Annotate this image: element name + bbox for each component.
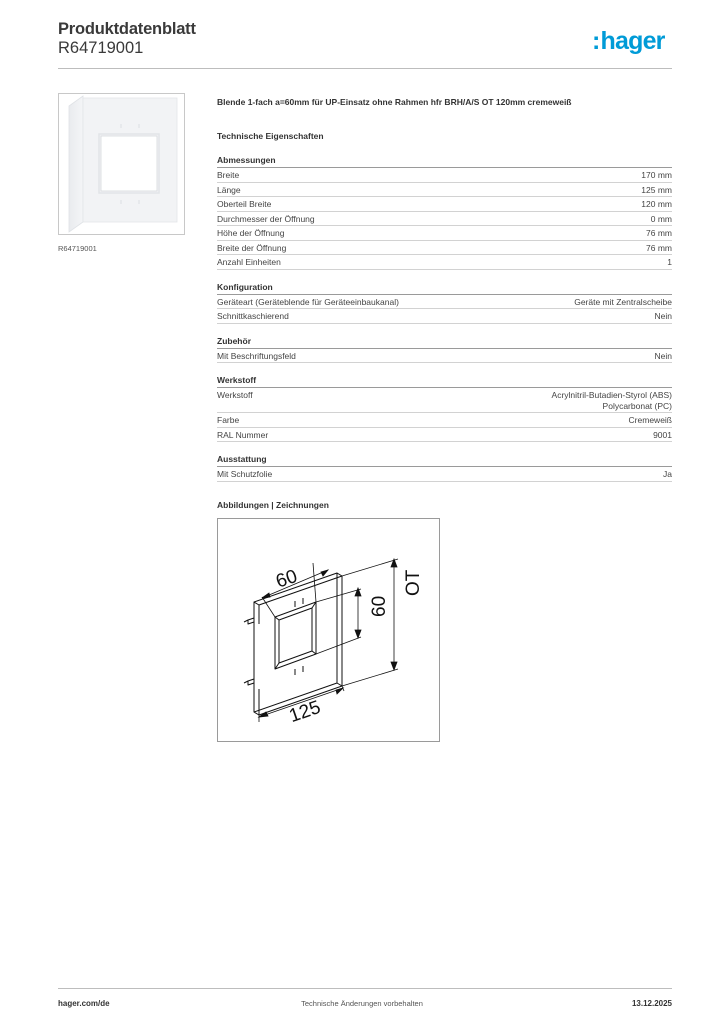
header-divider	[58, 68, 672, 69]
spec-row	[217, 241, 672, 256]
section-heading: Abmessungen	[217, 155, 672, 168]
spec-label: Länge	[217, 184, 241, 195]
spec-row	[217, 168, 672, 183]
thumbnail-caption: R64719001	[58, 244, 97, 253]
section-heading: Ausstattung	[217, 454, 672, 467]
dim-width-label: 60	[273, 565, 301, 593]
product-photo	[59, 94, 184, 234]
spec-row	[217, 226, 672, 241]
logo-dots: :	[592, 27, 600, 55]
product-code: R64719001	[58, 39, 144, 57]
spec-row	[217, 349, 672, 364]
drawing-clip-bottom	[248, 679, 254, 685]
footer-disclaimer: Technische Änderungen vorbehalten	[301, 999, 423, 1008]
spec-value: Nein	[654, 350, 672, 361]
spec-label: Höhe der Öffnung	[217, 228, 285, 238]
spec-label: Breite der Öffnung	[217, 242, 287, 253]
footer-divider	[58, 988, 672, 989]
spec-section	[217, 155, 672, 270]
spec-row	[217, 428, 672, 443]
spec-section	[217, 336, 672, 364]
figures-heading: Abbildungen | Zeichnungen	[217, 499, 329, 510]
spec-label: RAL Nummer	[217, 429, 269, 440]
drawing-top-edge	[254, 573, 342, 605]
spec-value: Acrylnitril-Butadien-Styrol (ABS) Polycarbonat (PC)	[551, 390, 672, 411]
spec-label: Geräteart (Geräteblende für Geräteeinbaukanal)	[217, 296, 399, 307]
spec-row	[217, 212, 672, 227]
spec-label: Anzahl Einheiten	[217, 257, 281, 267]
spec-value: 9001	[653, 429, 672, 440]
spec-row	[217, 255, 672, 270]
spec-row	[217, 197, 672, 212]
spec-value: Cremeweiß	[628, 415, 672, 425]
spec-value: 125 mm	[641, 184, 672, 195]
spec-value: 120 mm	[641, 199, 672, 209]
spec-row	[217, 295, 672, 310]
section-heading: Werkstoff	[217, 375, 672, 388]
spec-label: Werkstoff	[217, 390, 253, 400]
spec-label: Breite	[217, 170, 240, 180]
technical-drawing	[218, 519, 439, 741]
spec-value: Ja	[663, 469, 672, 479]
dim-ot-label: OT	[403, 569, 424, 596]
spec-section	[217, 375, 672, 442]
spec-row	[217, 309, 672, 324]
spec-label: Durchmesser der Öffnung	[217, 213, 315, 224]
spec-label: Oberteil Breite	[217, 199, 272, 209]
section-heading: Konfiguration	[217, 282, 672, 295]
dimension-drawing	[217, 518, 440, 742]
drawing-front-face	[254, 573, 337, 712]
spec-row	[217, 413, 672, 428]
section-heading: Zubehör	[217, 336, 672, 349]
spec-value: 1	[667, 257, 672, 267]
spec-row	[217, 388, 672, 413]
spec-label: Schnittkaschierend	[217, 311, 289, 321]
technical-properties-heading: Technische Eigenschaften	[217, 131, 324, 141]
product-details	[217, 97, 672, 511]
spec-value: 76 mm	[646, 228, 672, 238]
page-title: Produktdatenblatt	[58, 20, 196, 38]
footer-date: 13.12.2025	[631, 999, 672, 1008]
spec-value: Geräte mit Zentralscheibe	[574, 296, 672, 307]
dim-length-label: 125	[286, 696, 324, 728]
dim-height-label: 60	[369, 595, 390, 617]
spec-section	[217, 454, 672, 482]
spec-value: Nein	[654, 311, 672, 321]
spec-value: 170 mm	[641, 170, 672, 180]
spec-label: Mit Schutzfolie	[217, 469, 273, 479]
footer-website: hager.com/de	[58, 999, 110, 1008]
spec-value: 0 mm	[650, 213, 672, 224]
drawing-opening	[275, 602, 316, 669]
product-description: Blende 1-fach a=60mm für UP-Einsatz ohne Rahmen hfr BRH/A/S OT 120mm cremeweiß	[217, 97, 572, 107]
spec-label: Farbe	[217, 415, 240, 425]
spec-section	[217, 282, 672, 324]
hager-logo	[592, 27, 665, 56]
product-thumbnail	[58, 93, 185, 235]
spec-row	[217, 183, 672, 198]
drawing-clip-top	[248, 618, 254, 624]
spec-value: 76 mm	[646, 242, 672, 253]
spec-row	[217, 467, 672, 482]
logo-text: hager	[600, 27, 665, 55]
spec-label: Mit Beschriftungsfeld	[217, 350, 296, 361]
